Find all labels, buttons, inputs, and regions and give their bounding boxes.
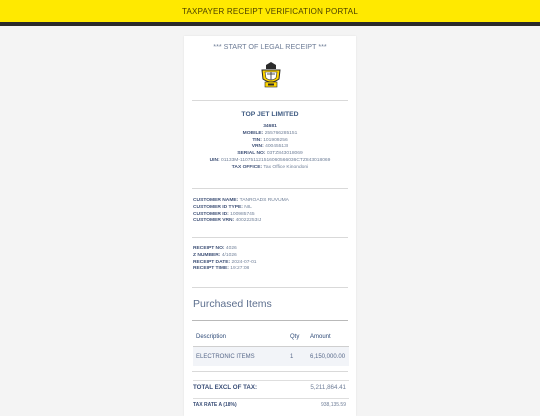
legal-receipt-title: *** START OF LEGAL RECEIPT ***: [213, 42, 327, 51]
separator: [192, 320, 348, 321]
item-qty: 1: [287, 347, 307, 367]
company-info: [184, 124, 356, 172]
customer-id-type: CUSTOMER ID TYPE: NIL: [193, 204, 252, 210]
totals: [193, 380, 349, 411]
info-serial: SERIAL NO: 03TZ843018069: [237, 151, 303, 157]
receipt-meta: [193, 246, 257, 273]
total-excl-tax-label: TOTAL EXCL OF TAX:: [193, 383, 258, 391]
tax-rate-label: TAX RATE A (18%): [193, 402, 237, 408]
customer-id: CUSTOMER ID: 100985745: [193, 211, 255, 217]
items-header-row: [193, 328, 349, 347]
customer-name: CUSTOMER NAME: TANROADS RUVUMA: [193, 198, 289, 203]
receipt-no: RECEIPT NO: 4026: [193, 246, 237, 251]
info-mobile: MOBILE: 255766285151: [242, 130, 298, 136]
info-vrn: VRN: 40045513I: [251, 144, 289, 150]
info-uin: UIN: 01133M-110751121516060566036CTZ843018069: [209, 157, 331, 163]
receipt-number: 34681: [263, 124, 277, 129]
total-excl-tax-row: [193, 380, 349, 393]
z-number: Z NUMBER: 4/1026: [193, 252, 237, 258]
separator: [192, 371, 348, 372]
separator: [192, 100, 348, 101]
info-tin: TIN: 101909256: [252, 137, 288, 143]
info-tax-office: TAX OFFICE: Tax Office Kinondoni: [231, 164, 309, 170]
receipt-date: RECEIPT DATE: 2024-07-01: [193, 259, 257, 265]
customer-info: [193, 198, 289, 225]
item-description: ELECTRONIC ITEMS: [193, 347, 287, 367]
items-table: [193, 328, 349, 366]
tax-rate-value: 938,135.59: [320, 402, 346, 408]
separator: [192, 287, 348, 288]
table-row: [193, 347, 349, 367]
purchased-items-heading: Purchased Items: [193, 298, 272, 310]
company-name: TOP JET LIMITED: [241, 111, 299, 118]
portal-title: TAXPAYER RECEIPT VERIFICATION PORTAL: [182, 6, 358, 16]
portal-header: [0, 0, 540, 22]
column-amount: Amount: [307, 328, 349, 347]
column-qty: Qty: [287, 328, 307, 347]
receipt-time: RECEIPT TIME: 19:27:08: [193, 266, 250, 272]
receipt-card: [184, 36, 356, 416]
total-excl-tax-value: 5,211,864.41: [310, 383, 346, 391]
separator: [192, 188, 348, 189]
tra-emblem-icon: [258, 61, 284, 89]
column-description: Description: [193, 328, 287, 347]
customer-vrn: CUSTOMER VRN: 40022253IJ: [193, 218, 262, 224]
separator: [192, 237, 348, 238]
item-amount: 6,150,000.00: [307, 347, 349, 367]
header-divider: [0, 22, 540, 26]
